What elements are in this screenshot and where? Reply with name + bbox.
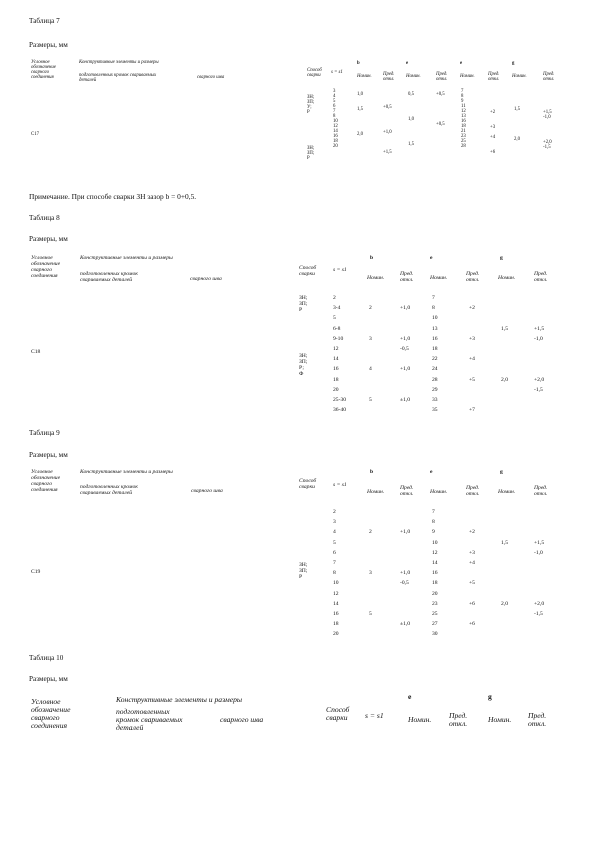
- col-elements-header: Конструктивные элементы и размеры: [79, 60, 159, 65]
- g-nom-header: Номин.: [498, 489, 516, 495]
- e-dev-header: Пред. откл.: [466, 485, 480, 497]
- e2-dev-values: +2 +3 +4 +6: [490, 110, 496, 156]
- method-group-b: ЗН; ЗП; Р; Ф: [299, 353, 308, 377]
- b-nom-header: Номин.: [367, 489, 385, 495]
- g-nom-header: Номин.: [498, 275, 516, 281]
- col-designation-header: Условное обозначение сварного соединения: [31, 60, 56, 81]
- col-g-header: g: [500, 255, 503, 261]
- b-dev-values: +1,0 +1,0 -0,5 +1,0 ±1,0: [400, 305, 411, 404]
- col-s-header: s = s1: [331, 70, 343, 75]
- col-g-header: g: [500, 469, 503, 475]
- g-dev-values: +1,5 -1,0 +2,0 -1,5: [543, 110, 552, 151]
- table-7-units: Размеры, мм: [29, 41, 68, 49]
- table-8-units: Размеры, мм: [29, 235, 68, 243]
- e2-values: 7 8 9 11 12 13 16 18 21 23 25 28: [461, 89, 466, 150]
- table-8-title: Таблица 8: [29, 214, 60, 222]
- b-nom-values: 2 3 4 5: [369, 305, 372, 404]
- e-dev-values: +2 +3 +4 +5 +7: [469, 305, 475, 414]
- e-dev-header: Пред. откл.: [449, 711, 468, 728]
- col-prepared-header: подготовленных кромок свариваемых деталей: [116, 707, 183, 732]
- e-dev-values: +2 +3 +4 +5 +6 +6: [469, 529, 475, 628]
- col-method-header: Способ сварки: [299, 478, 317, 490]
- g-dev-values: +1,5 -1,0 +2,0 -1,5: [534, 539, 545, 618]
- e-dev-header: Пред. откл.: [466, 271, 480, 283]
- method-group-a: ЗН; ЗП; У; Р: [307, 95, 315, 116]
- col-s-header: s = s1: [333, 267, 347, 273]
- e-dev-header: Пред. откл.: [436, 72, 448, 83]
- col-designation-header: Условное обозначение сварного соединения: [31, 469, 61, 493]
- g-dev-values: +1,5 -1,0 +2,0 -1,5: [534, 325, 545, 393]
- col-e-header: e: [430, 469, 433, 475]
- b-dev-header: Пред. откл.: [400, 271, 414, 283]
- col-prepared-header: подготовленных кромок свариваемых деталей: [80, 271, 138, 283]
- col-weld-header: сварного шва: [197, 75, 225, 80]
- col-designation-header: Условное обозначение сварного соединения: [31, 255, 61, 279]
- table-10-title: Таблица 10: [29, 654, 64, 662]
- designation-c17: С17: [31, 132, 39, 137]
- col-prepared-header: подготовленных кромок свариваемых деталей: [80, 484, 138, 496]
- e-nom-header: Номин.: [408, 715, 432, 724]
- e-nom-values: 0,5 1,0 1,5: [408, 92, 414, 148]
- col-prepared-header: подготовленных кромок свариваемых деталей: [79, 73, 157, 84]
- table-10-units: Размеры, мм: [29, 675, 68, 683]
- designation-c19: С19: [31, 569, 41, 575]
- table-9-units: Размеры, мм: [29, 451, 68, 459]
- table-7-note: Примечание. При способе сварки ЗН зазор b = 0+0,5.: [29, 192, 197, 201]
- e-dev-values: +0,5 +0,5: [436, 92, 445, 128]
- g-nom-values: 1,5 2,0: [501, 325, 508, 383]
- g-nom-values: 1,5 2,0: [501, 539, 508, 607]
- s-values: 2 3 4 5 6 7 8 10 12 14 16 18 20: [333, 509, 339, 638]
- col-elements-header: Конструктивные элементы и размеры: [80, 255, 173, 261]
- col-e-header: e: [430, 255, 433, 261]
- s-values: 3 4 5 6 7 8 10 12 14 16 18 20: [333, 89, 338, 150]
- g-nom-values: 1,5 2,0: [514, 107, 520, 143]
- b-nom-header: Номин.: [367, 275, 385, 281]
- col-g-header: g: [512, 61, 515, 66]
- col-method-header: Способ сварки: [307, 68, 322, 79]
- col-b-header: b: [357, 61, 360, 66]
- e-nom-header: Номин.: [430, 275, 448, 281]
- col-elements-header: Конструктивные элементы и размеры: [80, 469, 173, 475]
- g-nom-header: Номин.: [512, 74, 527, 79]
- g-dev-header: Пред. откл.: [534, 271, 548, 283]
- g-nom-header: Номин.: [488, 715, 512, 724]
- method-group-b: ЗН; ЗП; Р: [307, 146, 315, 162]
- col-method-header: Способ сварки: [326, 705, 350, 722]
- col-method-header: Способ сварки: [299, 265, 317, 277]
- col-s-header: s = s1: [365, 711, 384, 720]
- e-nom-header: Номин.: [406, 74, 421, 79]
- b-nom-header: Номин.: [357, 74, 372, 79]
- col-b-header: b: [370, 255, 374, 261]
- col-weld-header: сварного шва: [190, 276, 222, 282]
- table-7-title: Таблица 7: [29, 17, 60, 25]
- e2-dev-header: Пред. откл.: [488, 72, 500, 83]
- e-nom-header: Номин.: [430, 489, 448, 495]
- g-dev-header: Пред. откл.: [528, 711, 547, 728]
- b-dev-values: +0,5 +1,0 +1,5: [383, 105, 392, 156]
- col-e2-header: e: [460, 61, 463, 66]
- s-values: 2 3-4 5 6-8 9-10 12 14 16 18 20 25-30 36-40: [333, 295, 347, 414]
- col-designation-header: Условное обозначение сварного соединения: [31, 697, 71, 730]
- col-b-header: b: [370, 469, 374, 475]
- e2-nom-header: Номин.: [460, 74, 475, 79]
- col-weld-header: сварного шва: [220, 715, 264, 724]
- b-dev-header: Пред. откл.: [400, 485, 414, 497]
- b-nom-values: 1,0 1,5 2,0: [357, 92, 363, 138]
- b-dev-values: +1,0 +1,0 -0,5 ±1,0: [400, 529, 411, 628]
- method-group: ЗН; ЗП; Р: [299, 562, 308, 580]
- g-dev-header: Пред. откл.: [543, 72, 555, 83]
- col-e-header: e: [408, 692, 412, 701]
- b-dev-header: Пред. откл.: [383, 72, 395, 83]
- b-nom-values: 2 3 5: [369, 529, 372, 618]
- col-s-header: s = s1: [333, 482, 347, 488]
- e-nom-values: 7 8 9 10 12 14 16 18 20 23 25 27 30: [432, 509, 438, 638]
- col-elements-header: Конструктивные элементы и размеры: [116, 695, 243, 704]
- table-9-title: Таблица 9: [29, 429, 60, 437]
- method-group-a: ЗН; ЗП; Р: [299, 295, 308, 313]
- e-nom-values: 7 8 10 13 16 18 22 24 28 29 33 35: [432, 295, 438, 414]
- designation-c18: С18: [31, 349, 41, 355]
- g-dev-header: Пред. откл.: [534, 485, 548, 497]
- col-weld-header: сварного шва: [191, 488, 223, 494]
- col-g-header: g: [488, 692, 492, 701]
- col-e-header: e: [406, 61, 409, 66]
